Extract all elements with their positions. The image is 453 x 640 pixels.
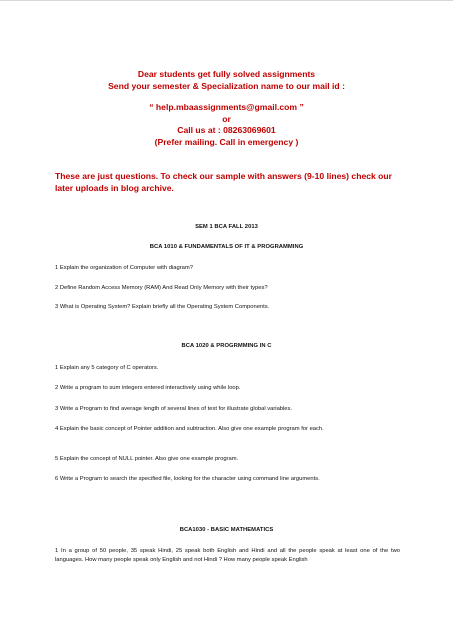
question-item: 5 Explain the concept of NULL pointer. Also give one example program. [55,456,239,462]
semester-title: SEM 1 BCA FALL 2013 [195,224,258,230]
notice-email: “ help.mbaassignments@gmail.com ” [149,102,304,113]
notice-phone: Call us at : 08263069601 [177,125,276,136]
question-item: 2 Write a program to sum integers entered interactively using while loop. [55,385,241,391]
intro-paragraph: These are just questions. To check our sample with answers (9-10 lines) check our later uploads in blog archive. [55,171,393,193]
section-title-bca1020: BCA 1020 & PROGRMMING IN C [181,343,272,349]
question-item: 1 In a group of 50 people, 35 speak Hindi, 25 speak both English and Hindi and all the people speak at least one of the two languages. How many people speak only English and not Hindi ? How many people speak English [55,548,400,563]
question-item: 1 Explain the organization of Computer with diagram? [55,265,193,271]
question-item: 3 What is Operating System? Explain briefly all the Operating System Components. [55,304,270,310]
notice-line-1: Dear students get fully solved assignments [137,69,316,79]
contact-notice [0,69,453,149]
question-item: 3 Write a Program to find average length of several lines of text for illustrate global variables. [55,406,293,412]
question-item: 6 Write a Program to search the specified file, looking for the character using command line arguments. [55,476,320,482]
question-item: 4 Explain the basic concept of Pointer addition and subtraction. Also give one example program for each. [55,426,324,432]
notice-preference: (Prefer mailing. Call in emergency ) [154,136,299,147]
section-title-bca1010: BCA 1010 & FUNDAMENTALS OF IT & PROGRAMMING [149,244,304,250]
notice-or: or [222,113,231,124]
notice-line-2: Send your semester & Specialization name to our mail id : [108,80,345,91]
question-item: 1 Explain any 5 category of C operators. [55,365,159,371]
section-title-bca1030: BCA1030 - BASIC MATHEMATICS [179,527,274,533]
question-item: 2 Define Random Access Memory (RAM) And Read Only Memory with their types? [55,285,268,291]
